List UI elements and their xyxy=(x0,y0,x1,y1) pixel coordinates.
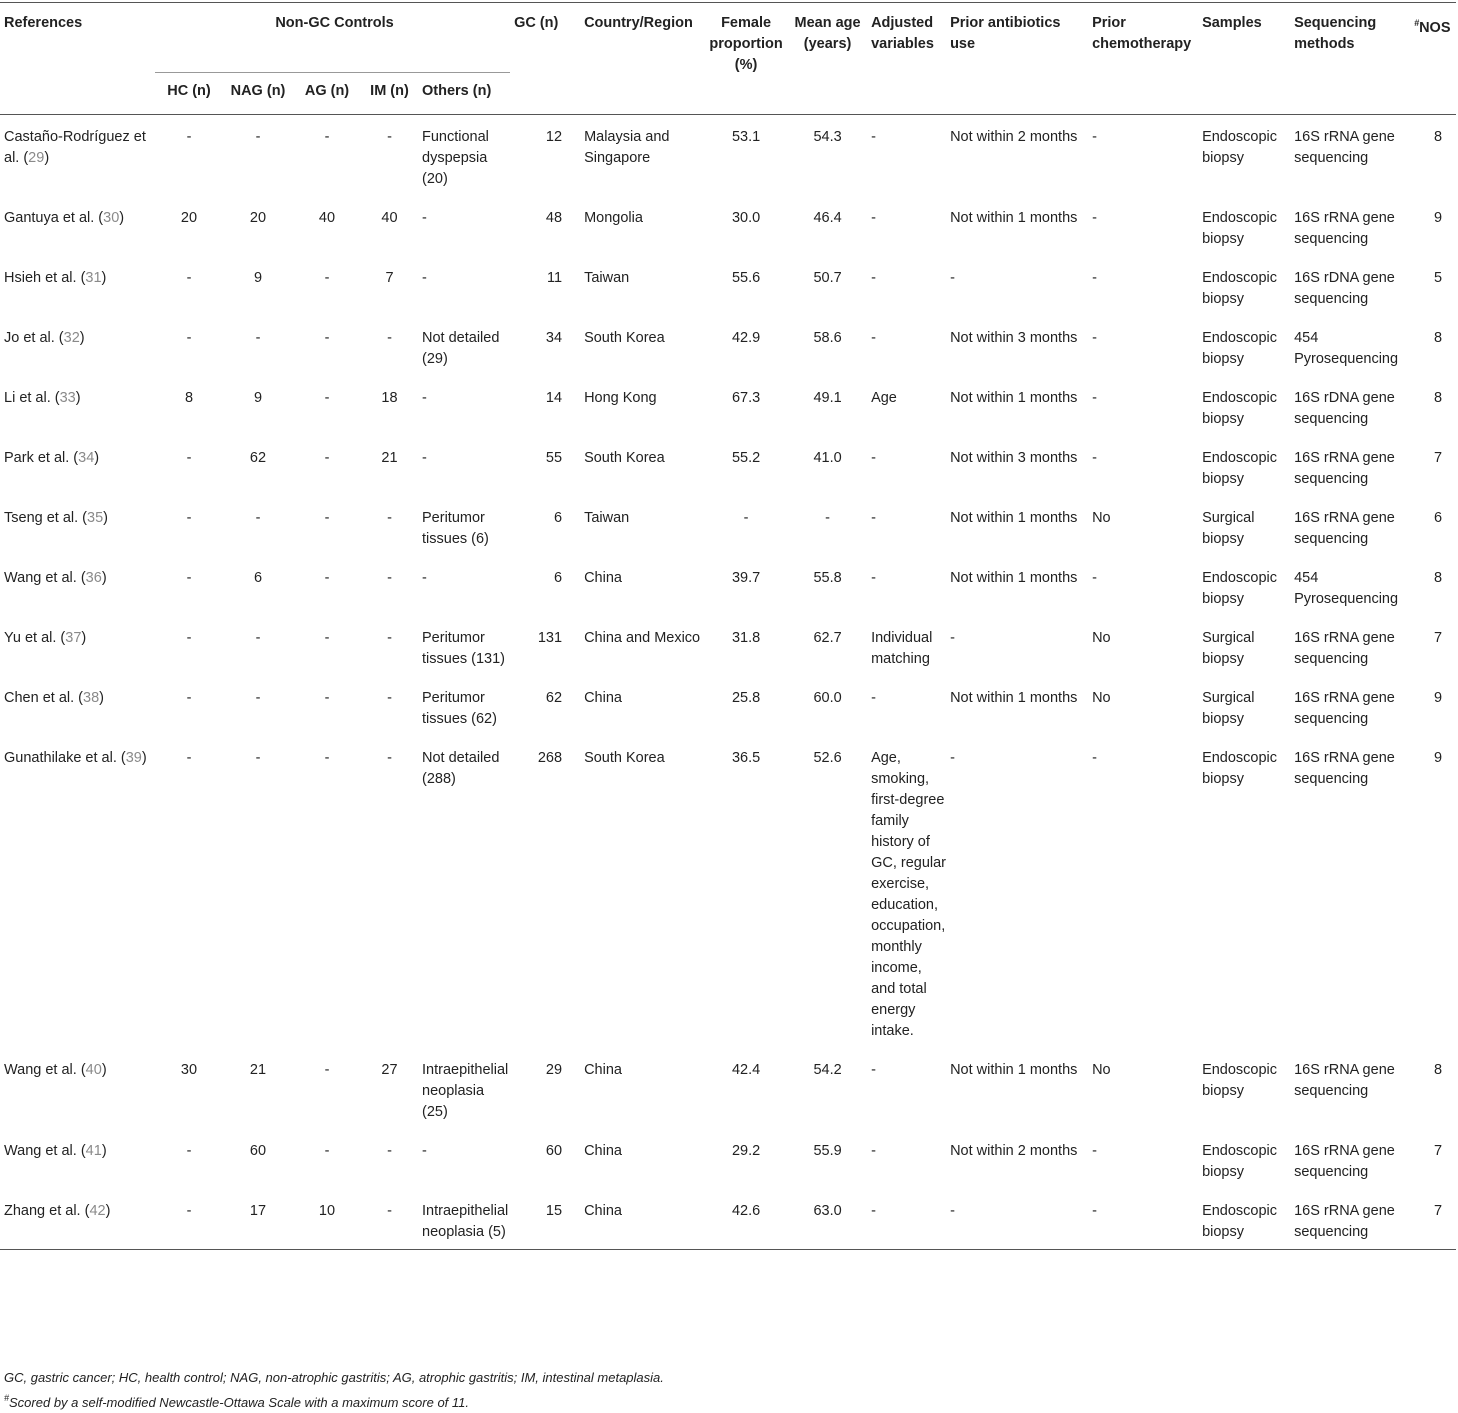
cell-gc: 34 xyxy=(545,330,563,346)
cell-samples: Endoscopic biopsy xyxy=(1202,450,1278,487)
cell-ag: - xyxy=(324,750,330,766)
cell-female: 67.3 xyxy=(731,390,761,406)
cell-gc: 131 xyxy=(537,630,563,646)
cell-country: China and Mexico xyxy=(584,630,701,646)
table-row xyxy=(0,376,1456,436)
cell-adjusted: - xyxy=(871,690,876,706)
cell-nos: 8 xyxy=(1433,570,1443,586)
cell-age: 63.0 xyxy=(813,1203,842,1219)
col-ag: AG (n) xyxy=(293,73,357,115)
cell-im: - xyxy=(387,570,392,586)
cell-female: 55.2 xyxy=(731,450,761,466)
cell-sequencing: 16S rRNA gene sequencing xyxy=(1294,1062,1395,1099)
cell-nag: 62 xyxy=(249,450,267,466)
cell-ag: - xyxy=(324,450,330,466)
cell-age: 52.6 xyxy=(813,750,842,766)
col-gc: GC (n) xyxy=(514,15,559,31)
cell-ag: - xyxy=(324,330,330,346)
cell-reference: Wang et al. (40) xyxy=(4,1062,107,1078)
cell-nos: 8 xyxy=(1433,390,1443,406)
col-sequencing: Sequencing methods xyxy=(1294,15,1377,52)
table-row xyxy=(0,1189,1456,1250)
cell-sequencing: 16S rRNA gene sequencing xyxy=(1294,690,1395,727)
cell-age: 41.0 xyxy=(813,450,842,466)
cell-hc: - xyxy=(186,750,192,766)
cell-others: - xyxy=(422,390,427,406)
cell-hc: - xyxy=(186,129,192,145)
cell-adjusted: - xyxy=(871,270,876,286)
reference-link[interactable]: 40 xyxy=(85,1062,102,1078)
cell-chemo: No xyxy=(1092,630,1111,646)
col-age: Mean age (years) xyxy=(794,15,861,52)
cell-nag: - xyxy=(255,630,261,646)
cell-reference: Wang et al. (41) xyxy=(4,1143,107,1159)
cell-nag: - xyxy=(255,690,261,706)
col-im: IM (n) xyxy=(357,73,418,115)
cell-hc: - xyxy=(186,1143,192,1159)
cell-gc: 62 xyxy=(545,690,563,706)
col-chemo: Prior chemotherapy xyxy=(1092,15,1192,52)
cell-others: Intraepithelial neoplasia (5) xyxy=(422,1203,509,1240)
cell-samples: Endoscopic biopsy xyxy=(1202,210,1278,247)
cell-chemo: - xyxy=(1092,270,1097,286)
col-samples: Samples xyxy=(1202,15,1262,31)
cell-reference: Gantuya et al. (30) xyxy=(4,210,125,226)
table-row xyxy=(0,616,1456,676)
cell-chemo: No xyxy=(1092,690,1111,706)
cell-nos: 7 xyxy=(1433,630,1443,646)
reference-link[interactable]: 30 xyxy=(103,210,120,226)
reference-link[interactable]: 31 xyxy=(85,270,102,286)
cell-im: - xyxy=(387,510,392,526)
reference-link[interactable]: 35 xyxy=(87,510,104,526)
reference-link[interactable]: 29 xyxy=(28,150,45,166)
table-row xyxy=(0,436,1456,496)
cell-age: 62.7 xyxy=(813,630,842,646)
cell-age: - xyxy=(825,510,830,526)
cell-im: 21 xyxy=(381,450,398,466)
reference-link[interactable]: 38 xyxy=(83,690,100,706)
cell-female: 39.7 xyxy=(731,570,761,586)
cell-nag: 17 xyxy=(249,1203,267,1219)
cell-im: - xyxy=(387,1143,392,1159)
cell-sequencing: 16S rRNA gene sequencing xyxy=(1294,129,1395,166)
col-female: Female proportion (%) xyxy=(709,15,783,73)
cell-country: South Korea xyxy=(584,750,665,766)
cell-others: Functional dyspepsia (20) xyxy=(422,129,489,187)
col-non-gc-controls: Non-GC Controls xyxy=(275,15,394,31)
cell-female: - xyxy=(743,510,749,526)
cell-hc: - xyxy=(186,630,192,646)
cell-adjusted: Age, smoking, first-degree family history of GC, regular exercise, education, occupation, monthly income, and total energy intake. xyxy=(871,750,947,1039)
cell-adjusted: - xyxy=(871,129,876,145)
cell-im: - xyxy=(387,690,392,706)
cell-hc: - xyxy=(186,690,192,706)
col-country: Country/Region xyxy=(584,15,693,31)
cell-gc: 6 xyxy=(553,570,563,586)
cell-chemo: - xyxy=(1092,129,1097,145)
cell-adjusted: Individual matching xyxy=(871,630,933,667)
cell-chemo: - xyxy=(1092,450,1097,466)
cell-hc: 8 xyxy=(184,390,194,406)
table-row xyxy=(0,736,1456,1048)
cell-antibiotics: Not within 1 months xyxy=(950,690,1078,706)
cell-adjusted: - xyxy=(871,330,876,346)
cell-samples: Surgical biopsy xyxy=(1202,630,1255,667)
cell-hc: - xyxy=(186,570,192,586)
cell-sequencing: 16S rRNA gene sequencing xyxy=(1294,510,1395,547)
col-antibiotics: Prior antibiotics use xyxy=(950,15,1061,52)
cell-nag: - xyxy=(255,330,261,346)
cell-reference: Castaño-Rodríguez et al. (29) xyxy=(4,129,146,166)
cell-nag: - xyxy=(255,510,261,526)
cell-age: 54.2 xyxy=(813,1062,842,1078)
cell-others: Peritumor tissues (131) xyxy=(422,630,506,667)
cell-antibiotics: - xyxy=(950,270,955,286)
reference-link[interactable]: 36 xyxy=(85,570,102,586)
cell-gc: 60 xyxy=(545,1143,563,1159)
cell-female: 55.6 xyxy=(731,270,761,286)
cell-samples: Endoscopic biopsy xyxy=(1202,570,1278,607)
cell-samples: Endoscopic biopsy xyxy=(1202,750,1278,787)
cell-others: - xyxy=(422,1143,427,1159)
cell-country: Taiwan xyxy=(584,510,630,526)
cell-samples: Surgical biopsy xyxy=(1202,510,1255,547)
cell-antibiotics: Not within 1 months xyxy=(950,510,1078,526)
cell-sequencing: 16S rRNA gene sequencing xyxy=(1294,210,1395,247)
cell-country: China xyxy=(584,1143,622,1159)
cell-nos: 7 xyxy=(1433,450,1443,466)
cell-country: Malaysia and Singapore xyxy=(584,129,670,166)
cell-adjusted: - xyxy=(871,450,876,466)
cell-nag: 20 xyxy=(249,210,267,226)
cell-gc: 12 xyxy=(545,129,563,145)
cell-hc: - xyxy=(186,330,192,346)
cell-chemo: - xyxy=(1092,390,1097,406)
cell-others: Intraepithelial neoplasia (25) xyxy=(422,1062,509,1120)
reference-link[interactable]: 42 xyxy=(89,1203,106,1219)
cell-reference: Zhang et al. (42) xyxy=(4,1203,111,1219)
cell-chemo: - xyxy=(1092,1203,1097,1219)
cell-country: Mongolia xyxy=(584,210,643,226)
cell-im: 18 xyxy=(381,390,398,406)
cell-antibiotics: Not within 3 months xyxy=(950,330,1078,346)
cell-adjusted: - xyxy=(871,510,876,526)
table-row xyxy=(0,115,1456,197)
cell-female: 42.4 xyxy=(731,1062,761,1078)
col-nos: #NOS xyxy=(1414,18,1451,36)
cell-age: 55.9 xyxy=(813,1143,842,1159)
table-row xyxy=(0,556,1456,616)
cell-others: - xyxy=(422,210,427,226)
cell-ag: - xyxy=(324,690,330,706)
cell-antibiotics: Not within 1 months xyxy=(950,570,1078,586)
col-hc: HC (n) xyxy=(155,73,219,115)
cell-sequencing: 454 Pyrosequencing xyxy=(1294,570,1399,607)
reference-link[interactable]: 33 xyxy=(59,390,76,406)
cell-sequencing: 16S rRNA gene sequencing xyxy=(1294,1143,1395,1180)
cell-country: South Korea xyxy=(584,330,665,346)
col-nag: NAG (n) xyxy=(219,73,293,115)
cell-samples: Endoscopic biopsy xyxy=(1202,330,1278,367)
cell-samples: Endoscopic biopsy xyxy=(1202,390,1278,427)
cell-im: - xyxy=(387,129,392,145)
cell-ag: - xyxy=(324,510,330,526)
cell-antibiotics: - xyxy=(950,1203,955,1219)
cell-female: 42.9 xyxy=(731,330,761,346)
cell-samples: Endoscopic biopsy xyxy=(1202,270,1278,307)
cell-country: Hong Kong xyxy=(584,390,657,406)
cell-nag: 9 xyxy=(253,270,263,286)
cell-ag: - xyxy=(324,630,330,646)
cell-antibiotics: Not within 3 months xyxy=(950,450,1078,466)
cell-sequencing: 16S rDNA gene sequencing xyxy=(1294,390,1395,427)
cell-reference: Jo et al. (32) xyxy=(4,330,85,346)
cell-im: - xyxy=(387,330,392,346)
cell-sequencing: 16S rRNA gene sequencing xyxy=(1294,630,1395,667)
table-row xyxy=(0,676,1456,736)
col-adjusted: Adjusted variables xyxy=(871,15,934,52)
cell-antibiotics: - xyxy=(950,750,955,766)
cell-others: - xyxy=(422,450,427,466)
cell-gc: 268 xyxy=(537,750,563,766)
cell-adjusted: Age xyxy=(871,390,897,406)
table-row xyxy=(0,1129,1456,1189)
cell-reference: Wang et al. (36) xyxy=(4,570,107,586)
cell-gc: 55 xyxy=(545,450,563,466)
cell-female: 31.8 xyxy=(731,630,761,646)
cell-female: 53.1 xyxy=(731,129,761,145)
cell-nos: 5 xyxy=(1433,270,1443,286)
cell-others: - xyxy=(422,570,427,586)
col-references: References xyxy=(4,15,83,31)
table-row xyxy=(0,496,1456,556)
cell-age: 49.1 xyxy=(813,390,842,406)
cell-sequencing: 16S rRNA gene sequencing xyxy=(1294,450,1395,487)
cell-antibiotics: Not within 2 months xyxy=(950,129,1078,145)
cell-gc: 48 xyxy=(545,210,563,226)
cell-ag: 40 xyxy=(318,210,336,226)
cell-reference: Tseng et al. (35) xyxy=(4,510,108,526)
cell-hc: - xyxy=(186,510,192,526)
table-row xyxy=(0,1048,1456,1129)
cell-im: - xyxy=(387,750,392,766)
cell-im: - xyxy=(387,1203,392,1219)
cell-hc: - xyxy=(186,270,192,286)
cell-age: 60.0 xyxy=(813,690,842,706)
cell-adjusted: - xyxy=(871,1143,876,1159)
cell-nos: 6 xyxy=(1433,510,1443,526)
cell-hc: 20 xyxy=(180,210,198,226)
cell-chemo: - xyxy=(1092,750,1097,766)
cell-hc: - xyxy=(186,450,192,466)
cell-female: 36.5 xyxy=(731,750,761,766)
cell-nag: 60 xyxy=(249,1143,267,1159)
cell-age: 54.3 xyxy=(813,129,842,145)
cell-reference: Gunathilake et al. (39) xyxy=(4,750,147,766)
cell-country: China xyxy=(584,1062,622,1078)
cell-nag: 6 xyxy=(253,570,263,586)
cell-reference: Li et al. (33) xyxy=(4,390,81,406)
cell-antibiotics: - xyxy=(950,630,955,646)
reference-link[interactable]: 41 xyxy=(85,1143,102,1159)
cell-samples: Endoscopic biopsy xyxy=(1202,1143,1278,1180)
cell-ag: - xyxy=(324,1062,330,1078)
cell-age: 55.8 xyxy=(813,570,842,586)
cell-others: Not detailed (29) xyxy=(422,330,500,367)
cell-nag: - xyxy=(255,750,261,766)
cell-country: Taiwan xyxy=(584,270,630,286)
cell-reference: Park et al. (34) xyxy=(4,450,100,466)
cell-antibiotics: Not within 2 months xyxy=(950,1143,1078,1159)
cell-ag: - xyxy=(324,1143,330,1159)
col-others: Others (n) xyxy=(418,73,510,115)
cell-female: 25.8 xyxy=(731,690,761,706)
table-header xyxy=(0,3,1456,115)
cell-im: 40 xyxy=(381,210,398,226)
reference-link[interactable]: 32 xyxy=(63,330,80,346)
cell-samples: Endoscopic biopsy xyxy=(1202,129,1278,166)
reference-link[interactable]: 39 xyxy=(125,750,142,766)
cell-sequencing: 16S rRNA gene sequencing xyxy=(1294,750,1395,787)
cell-antibiotics: Not within 1 months xyxy=(950,390,1078,406)
cell-ag: - xyxy=(324,129,330,145)
cell-age: 50.7 xyxy=(813,270,842,286)
cell-chemo: No xyxy=(1092,1062,1111,1078)
cell-chemo: - xyxy=(1092,210,1097,226)
cell-chemo: - xyxy=(1092,1143,1097,1159)
cell-adjusted: - xyxy=(871,570,876,586)
nos-mark: # xyxy=(1414,18,1420,28)
cell-ag: - xyxy=(324,390,330,406)
reference-link[interactable]: 37 xyxy=(65,630,82,646)
cell-others: Peritumor tissues (6) xyxy=(422,510,489,547)
cell-im: 7 xyxy=(385,270,394,286)
cell-im: 27 xyxy=(381,1062,398,1078)
study-characteristics-table xyxy=(0,2,1456,1250)
cell-samples: Endoscopic biopsy xyxy=(1202,1203,1278,1240)
table-row xyxy=(0,316,1456,376)
cell-reference: Yu et al. (37) xyxy=(4,630,87,646)
cell-gc: 29 xyxy=(545,1062,563,1078)
cell-reference: Hsieh et al. (31) xyxy=(4,270,107,286)
cell-im: - xyxy=(387,630,392,646)
cell-antibiotics: Not within 1 months xyxy=(950,1062,1078,1078)
cell-others: - xyxy=(422,270,427,286)
cell-nag: 21 xyxy=(249,1062,267,1078)
cell-country: South Korea xyxy=(584,450,665,466)
cell-gc: 11 xyxy=(547,270,563,286)
cell-hc: - xyxy=(186,1203,192,1219)
table-body xyxy=(0,115,1456,1250)
cell-nos: 7 xyxy=(1433,1203,1443,1219)
cell-ag: - xyxy=(324,270,330,286)
cell-female: 29.2 xyxy=(731,1143,761,1159)
cell-nos: 9 xyxy=(1433,690,1443,706)
cell-nos: 8 xyxy=(1433,1062,1443,1078)
cell-nos: 9 xyxy=(1433,750,1443,766)
cell-chemo: - xyxy=(1092,330,1097,346)
cell-reference: Chen et al. (38) xyxy=(4,690,104,706)
cell-gc: 14 xyxy=(545,390,563,406)
table-row xyxy=(0,256,1456,316)
cell-chemo: No xyxy=(1092,510,1111,526)
abbrev-footnote: GC, gastric cancer; HC, health control; NAG, non-atrophic gastritis; AG, atrophic gastritis; IM, intestinal metaplasia. xyxy=(4,1370,664,1385)
cell-nag: 9 xyxy=(253,390,263,406)
cell-age: 46.4 xyxy=(813,210,842,226)
cell-adjusted: - xyxy=(871,210,876,226)
cell-hc: 30 xyxy=(180,1062,198,1078)
cell-female: 30.0 xyxy=(731,210,761,226)
cell-gc: 15 xyxy=(545,1203,563,1219)
table-row xyxy=(0,196,1456,256)
table-footnotes xyxy=(4,1368,664,1413)
cell-sequencing: 454 Pyrosequencing xyxy=(1294,330,1399,367)
cell-age: 58.6 xyxy=(813,330,842,346)
cell-nos: 8 xyxy=(1433,129,1443,145)
cell-country: China xyxy=(584,690,622,706)
cell-others: Peritumor tissues (62) xyxy=(422,690,497,727)
cell-gc: 6 xyxy=(553,510,563,526)
cell-country: China xyxy=(584,1203,622,1219)
cell-others: Not detailed (288) xyxy=(422,750,500,787)
cell-adjusted: - xyxy=(871,1062,876,1078)
cell-ag: - xyxy=(324,570,330,586)
cell-nos: 8 xyxy=(1433,330,1443,346)
cell-sequencing: 16S rDNA gene sequencing xyxy=(1294,270,1395,307)
cell-ag: 10 xyxy=(318,1203,336,1219)
cell-samples: Surgical biopsy xyxy=(1202,690,1255,727)
nos-footnote: #Scored by a self-modified Newcastle-Ottawa Scale with a maximum score of 11. xyxy=(4,1393,470,1410)
cell-samples: Endoscopic biopsy xyxy=(1202,1062,1278,1099)
reference-link[interactable]: 34 xyxy=(78,450,95,466)
cell-adjusted: - xyxy=(871,1203,876,1219)
cell-antibiotics: Not within 1 months xyxy=(950,210,1078,226)
cell-female: 42.6 xyxy=(731,1203,761,1219)
cell-chemo: - xyxy=(1092,570,1097,586)
cell-nos: 7 xyxy=(1433,1143,1443,1159)
cell-nos: 9 xyxy=(1433,210,1443,226)
cell-country: China xyxy=(584,570,622,586)
cell-nag: - xyxy=(255,129,261,145)
cell-sequencing: 16S rRNA gene sequencing xyxy=(1294,1203,1395,1240)
